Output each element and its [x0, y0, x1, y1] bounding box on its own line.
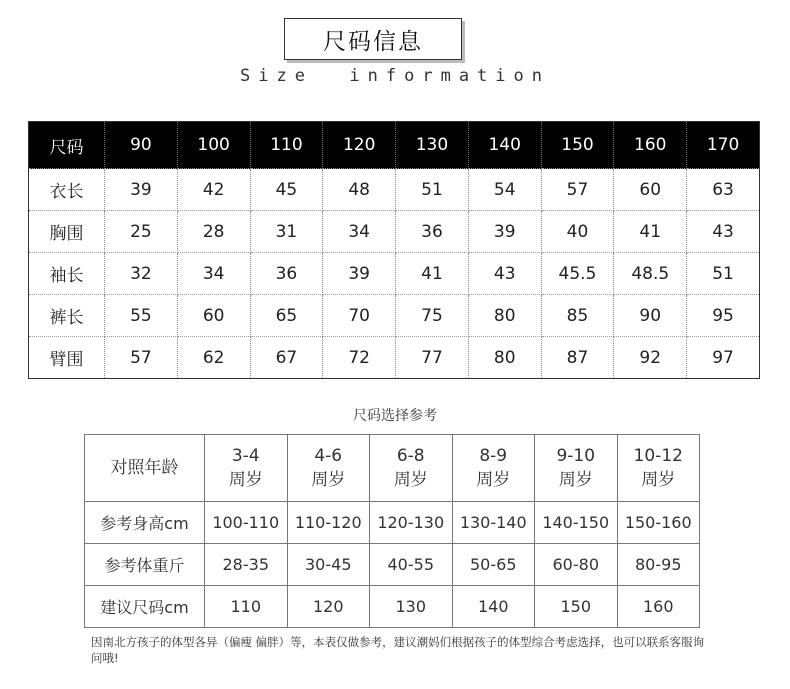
row-label: 尺码 [29, 122, 105, 169]
size-cell: 34 [177, 253, 250, 295]
reference-cell: 100-110 [205, 502, 288, 544]
size-cell: 39 [468, 211, 541, 253]
age-header-label: 对照年龄 [85, 435, 205, 502]
age-unit: 周岁 [228, 470, 263, 490]
reference-cell: 150 [535, 586, 618, 628]
reference-cell: 30-45 [287, 544, 370, 586]
size-cell: 57 [541, 169, 614, 211]
size-cell: 48.5 [614, 253, 687, 295]
size-cell: 70 [323, 295, 396, 337]
size-cell: 54 [468, 169, 541, 211]
size-cell: 160 [614, 122, 687, 169]
size-cell: 110 [250, 122, 323, 169]
size-cell: 34 [323, 211, 396, 253]
age-unit: 周岁 [393, 470, 428, 490]
age-unit: 周岁 [476, 470, 511, 490]
size-cell: 45.5 [541, 253, 614, 295]
size-cell: 67 [250, 337, 323, 379]
reference-cell: 140 [452, 586, 535, 628]
size-cell: 39 [105, 169, 178, 211]
size-cell: 75 [396, 295, 469, 337]
size-reference-table [84, 434, 700, 628]
size-cell: 90 [614, 295, 687, 337]
size-cell: 80 [468, 295, 541, 337]
size-row [29, 337, 760, 379]
reference-cell: 120 [287, 586, 370, 628]
size-cell: 72 [323, 337, 396, 379]
reference-cell: 140-150 [535, 502, 618, 544]
size-cell: 90 [105, 122, 178, 169]
row-label: 臂围 [29, 337, 105, 379]
age-range: 3-4 [231, 446, 260, 466]
page-title: 尺码信息 [284, 18, 462, 60]
reference-cell: 150-160 [617, 502, 700, 544]
page-subtitle: Size information [240, 66, 550, 86]
size-header-row [29, 122, 760, 169]
age-range: 10-12 [633, 446, 683, 466]
size-cell: 120 [323, 122, 396, 169]
age-cell [617, 435, 700, 502]
reference-cell: 110 [205, 586, 288, 628]
disclaimer-note: 因南北方孩子的体型各异（偏瘦 偏胖）等，本表仅做参考，建议潮妈们根据孩子的体型综合考虑选择，也可以联系客服询问哦! [91, 635, 705, 665]
size-cell: 92 [614, 337, 687, 379]
size-cell: 43 [687, 211, 760, 253]
reference-cell: 60-80 [535, 544, 618, 586]
reference-row [85, 502, 700, 544]
reference-cell: 28-35 [205, 544, 288, 586]
size-row [29, 169, 760, 211]
age-range: 8-9 [479, 446, 508, 466]
age-cell [205, 435, 288, 502]
reference-cell: 120-130 [370, 502, 453, 544]
age-cell [370, 435, 453, 502]
row-label: 衣长 [29, 169, 105, 211]
reference-cell: 40-55 [370, 544, 453, 586]
age-cell [287, 435, 370, 502]
row-label: 裤长 [29, 295, 105, 337]
row-label: 胸围 [29, 211, 105, 253]
age-cell [452, 435, 535, 502]
size-cell: 51 [396, 169, 469, 211]
reference-cell: 80-95 [617, 544, 700, 586]
size-cell: 100 [177, 122, 250, 169]
size-cell: 36 [396, 211, 469, 253]
size-cell: 39 [323, 253, 396, 295]
size-cell: 60 [614, 169, 687, 211]
size-row [29, 211, 760, 253]
reference-cell: 160 [617, 586, 700, 628]
size-cell: 97 [712, 347, 734, 368]
reference-cell: 50-65 [452, 544, 535, 586]
size-cell: 150 [541, 122, 614, 169]
size-cell: 57 [105, 337, 178, 379]
reference-row [85, 544, 700, 586]
row-label: 参考体重斤 [85, 544, 205, 586]
size-cell: 62 [177, 337, 250, 379]
size-cell: 85 [541, 295, 614, 337]
size-cell: 48 [323, 169, 396, 211]
age-unit: 周岁 [641, 470, 676, 490]
size-cell: 42 [177, 169, 250, 211]
ref-table-caption: 尺码选择参考 [353, 408, 437, 424]
size-cell: 41 [614, 211, 687, 253]
size-row [29, 295, 760, 337]
row-label: 袖长 [29, 253, 105, 295]
size-cell: 51 [687, 253, 760, 295]
size-table [28, 121, 760, 379]
size-cell: 31 [250, 211, 323, 253]
age-header-row [85, 435, 700, 502]
size-cell: 41 [396, 253, 469, 295]
reference-cell: 130 [370, 586, 453, 628]
row-label: 建议尺码cm [85, 586, 205, 628]
reference-cell: 130-140 [452, 502, 535, 544]
size-cell: 63 [687, 169, 760, 211]
size-cell: 60 [177, 295, 250, 337]
size-cell: 87 [541, 337, 614, 379]
reference-row [85, 586, 700, 628]
age-range: 9-10 [556, 446, 596, 466]
size-cell: 45 [250, 169, 323, 211]
size-cell: 36 [250, 253, 323, 295]
size-cell: 55 [105, 295, 178, 337]
reference-cell: 110-120 [287, 502, 370, 544]
size-cell: 80 [468, 337, 541, 379]
size-cell: 170 [687, 122, 760, 169]
size-cell: 43 [468, 253, 541, 295]
size-cell: 140 [468, 122, 541, 169]
size-cell: 77 [396, 337, 469, 379]
size-cell: 95 [687, 295, 760, 337]
age-unit: 周岁 [311, 470, 346, 490]
age-cell [535, 435, 618, 502]
size-cell: 65 [250, 295, 323, 337]
size-cell: 28 [177, 211, 250, 253]
size-cell: 40 [541, 211, 614, 253]
age-range: 4-6 [314, 446, 343, 466]
age-range: 6-8 [396, 446, 425, 466]
size-cell: 130 [396, 122, 469, 169]
size-cell: 32 [105, 253, 178, 295]
size-row [29, 253, 760, 295]
row-label: 参考身高cm [85, 502, 205, 544]
age-unit: 周岁 [558, 470, 593, 490]
size-cell: 25 [105, 211, 178, 253]
